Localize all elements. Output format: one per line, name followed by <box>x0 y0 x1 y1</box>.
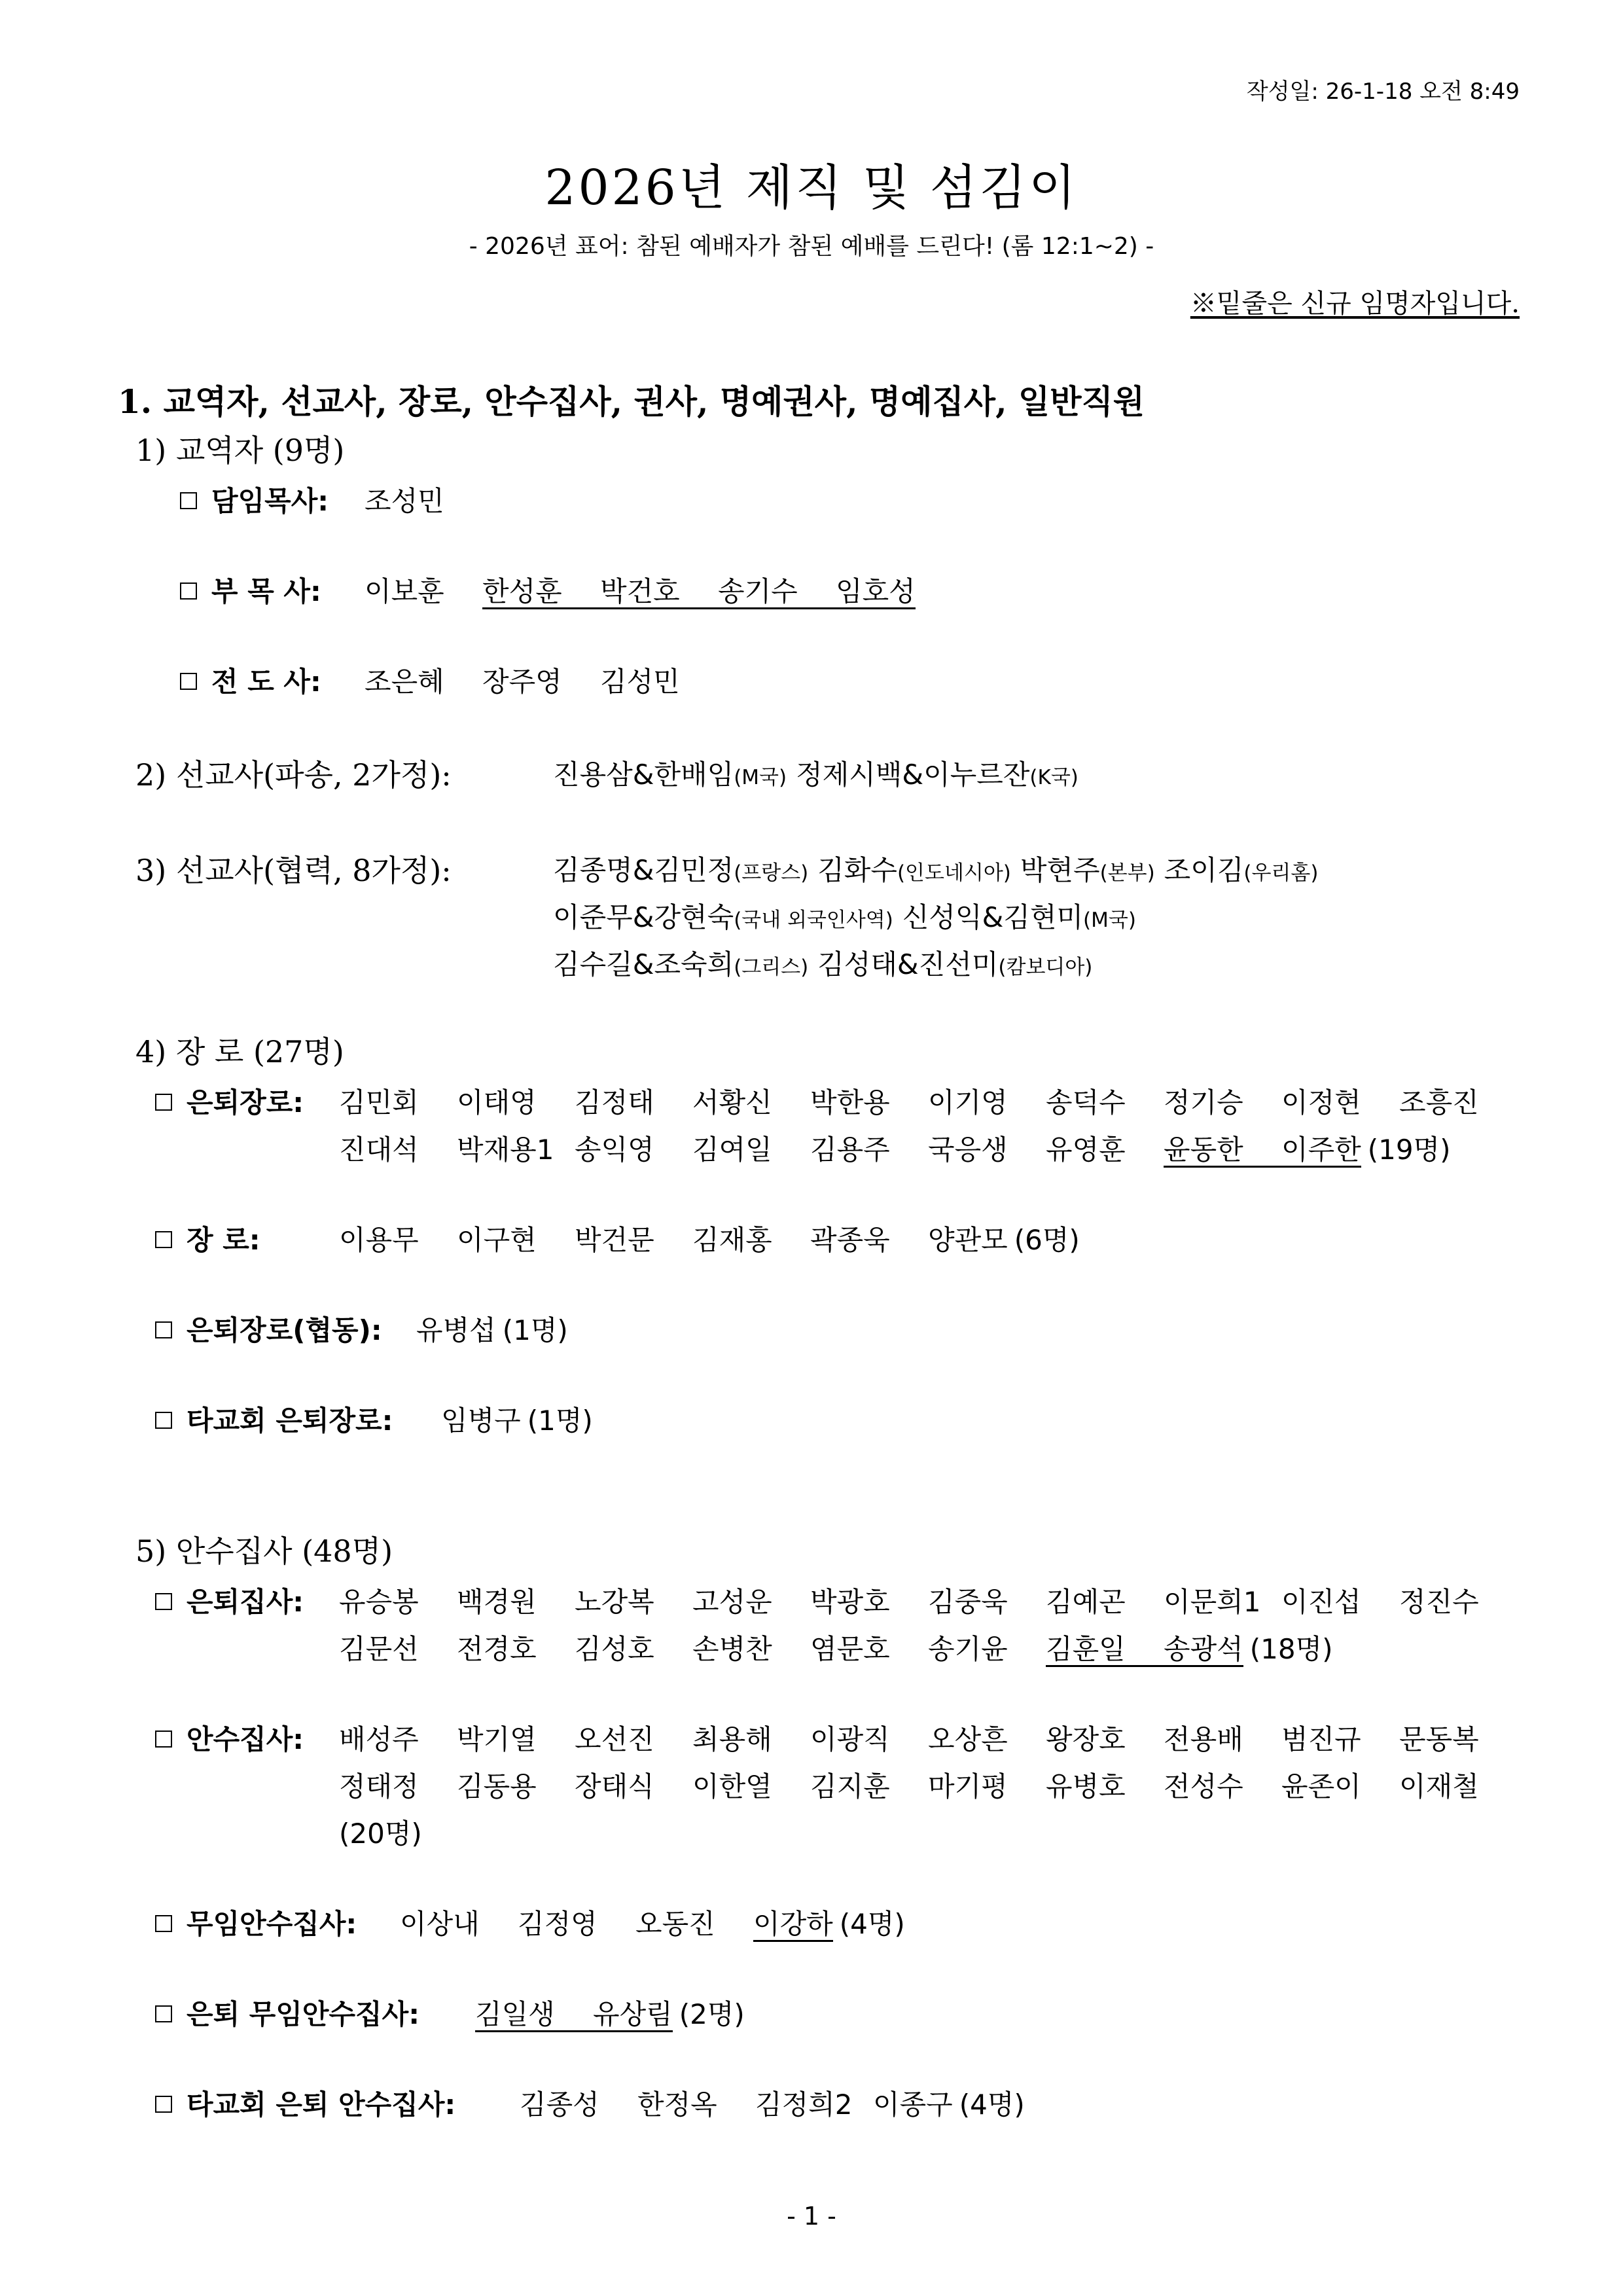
person-name: 김정영 <box>518 1908 597 1940</box>
person-name: 이강하 <box>753 1908 833 1940</box>
row-label-text: 무임안수집사: <box>187 1908 357 1940</box>
person-name: 정태정 <box>339 1770 419 1803</box>
person-name: 노강복 <box>575 1586 654 1618</box>
person-name: 김지훈 <box>810 1770 890 1803</box>
checkbox-square-icon <box>155 2096 172 2113</box>
row-label-text: 타교회 은퇴 안수집사: <box>187 2089 456 2121</box>
member-count: (1명) <box>502 1314 568 1346</box>
row-label <box>155 1307 382 1354</box>
person-name: 유영훈 <box>1046 1134 1126 1166</box>
person-name: 이주한 <box>1281 1134 1361 1166</box>
person-name: 박건문 <box>575 1224 654 1256</box>
row-label <box>155 1079 304 1126</box>
subsection-heading: 5) 안수집사 (48명) <box>135 1534 393 1569</box>
person-name: 박재용1 <box>457 1134 554 1166</box>
missionary-location: (프랑스) <box>734 861 809 885</box>
person-name: 서황신 <box>692 1086 772 1119</box>
missionary-location: (M국) <box>734 766 787 789</box>
person-name: 이문희1 <box>1164 1586 1261 1618</box>
person-name: 국응생 <box>928 1134 1008 1166</box>
person-name: 정기승 <box>1164 1086 1243 1119</box>
person-name: 송광석 <box>1164 1633 1243 1665</box>
person-name: 진대석 <box>339 1134 419 1166</box>
missionary-name: 김종명&김민정 <box>553 854 734 886</box>
person-name: 김여일 <box>692 1134 772 1166</box>
missionary-name: 박현주 <box>1020 854 1100 886</box>
person-name: 유상림 <box>593 1998 673 2030</box>
row-label <box>155 1397 393 1444</box>
names <box>339 1810 422 1857</box>
person-name: 송익영 <box>575 1134 654 1166</box>
names <box>339 1079 1479 1126</box>
checkbox-square-icon <box>155 1231 172 1248</box>
person-name: 이광직 <box>810 1723 890 1755</box>
person-name: 윤존이 <box>1281 1770 1361 1803</box>
missionary-name: 김수길&조숙희 <box>553 948 734 980</box>
missionary <box>817 948 1092 980</box>
checkbox-square-icon <box>155 1412 172 1429</box>
names <box>520 2081 1025 2128</box>
row-label-text: 은퇴장로(협동): <box>187 1314 382 1346</box>
member-count: (4명) <box>959 2089 1025 2121</box>
person-name: 손병찬 <box>692 1633 772 1665</box>
document-subtitle: - 2026년 표어: 참된 예배자가 참된 예배를 드린다! (롬 12:1~2) - <box>469 233 1154 260</box>
names <box>365 568 916 615</box>
person-name: 이정현 <box>1281 1086 1361 1119</box>
member-count: (4명) <box>839 1908 905 1940</box>
person-name: 배성주 <box>339 1723 419 1755</box>
missionary-location: (본부) <box>1099 861 1155 885</box>
missionary-location: (우리홈) <box>1243 861 1319 885</box>
person-name: 한성훈 <box>482 575 562 607</box>
person-name: 박건호 <box>600 575 680 607</box>
missionary-location: (그리스) <box>734 956 809 979</box>
created-timestamp: 작성일: 26-1-18 오전 8:49 <box>1246 79 1520 105</box>
person-name: 조성민 <box>365 485 444 517</box>
person-name: 김재홍 <box>692 1224 772 1256</box>
person-name: 이진섭 <box>1281 1586 1361 1618</box>
person-name: 한정옥 <box>637 2089 717 2121</box>
person-name: 장주영 <box>482 666 562 698</box>
missionary-name: 김화수 <box>817 854 897 886</box>
person-name: 김일생 <box>475 1998 555 2030</box>
subsection-heading: 3) 선교사(협력, 8가정): <box>135 853 452 888</box>
row-label-text: 은퇴장로: <box>187 1086 304 1119</box>
missionary-name: 조이김 <box>1164 854 1244 886</box>
person-name: 김문선 <box>339 1633 419 1665</box>
member-count: (19명) <box>1367 1134 1451 1166</box>
member-count: (1명) <box>527 1405 593 1437</box>
missionary-name: 김성태&진선미 <box>817 948 999 980</box>
person-name: 이보훈 <box>365 575 444 607</box>
person-name: 오상흔 <box>928 1723 1008 1755</box>
checkbox-square-icon <box>155 1094 172 1111</box>
missionary-name: 정제시백&이누르잔 <box>796 759 1030 791</box>
row-label <box>180 478 329 525</box>
person-name: 김성호 <box>575 1633 654 1665</box>
section-heading: 1. 교역자, 선교사, 장로, 안수집사, 권사, 명예권사, 명예집사, 일반직원 <box>118 382 1145 421</box>
person-name: 오동진 <box>635 1908 715 1940</box>
person-name: 오선진 <box>575 1723 654 1755</box>
new-appointee-underline <box>1046 1633 1243 1667</box>
checkbox-square-icon <box>155 1593 172 1610</box>
new-appointee-underline <box>753 1908 833 1942</box>
missionary-line <box>553 894 1145 941</box>
new-appointee-underline <box>475 1998 673 2032</box>
member-count: (6명) <box>1014 1224 1080 1256</box>
missionary <box>553 759 787 791</box>
checkbox-square-icon <box>180 583 197 600</box>
row-label-text: 부 목 사: <box>211 575 321 607</box>
row-label-text: 안수집사: <box>187 1723 304 1755</box>
person-name: 장태식 <box>575 1770 654 1803</box>
person-name: 송기수 <box>718 575 798 607</box>
row-label <box>180 568 321 615</box>
checkbox-square-icon <box>155 1915 172 1932</box>
missionary <box>553 948 808 980</box>
row-label-text: 장 로: <box>187 1224 260 1256</box>
person-name: 유병호 <box>1046 1770 1126 1803</box>
person-name: 유승봉 <box>339 1586 419 1618</box>
checkbox-square-icon <box>155 2005 172 2022</box>
person-name: 전용배 <box>1164 1723 1243 1755</box>
missionary-location: (K국) <box>1029 766 1079 789</box>
person-name: 송덕수 <box>1046 1086 1126 1119</box>
missionary <box>1020 854 1155 886</box>
checkbox-square-icon <box>180 492 197 509</box>
missionary <box>796 759 1079 791</box>
person-name: 송기윤 <box>928 1633 1008 1665</box>
person-name: 이구현 <box>457 1224 537 1256</box>
document-title: 2026년 제직 및 섬김이 <box>544 160 1079 216</box>
names <box>339 1126 1451 1174</box>
person-name: 이상내 <box>400 1908 480 1940</box>
names <box>365 658 680 706</box>
person-name: 김중욱 <box>928 1586 1008 1618</box>
person-name: 이종구 <box>873 2089 953 2121</box>
row-label-text: 타교회 은퇴장로: <box>187 1405 393 1437</box>
row-label <box>155 1217 260 1264</box>
person-name: 이기영 <box>928 1086 1008 1119</box>
person-name: 양관모 <box>928 1224 1008 1256</box>
subsection-heading: 2) 선교사(파송, 2가정): <box>135 757 452 793</box>
missionary <box>553 854 808 886</box>
missionary-line <box>553 847 1327 894</box>
person-name: 박한용 <box>810 1086 890 1119</box>
names <box>400 1901 905 1948</box>
underline-note: ※밑줄은 신규 임명자입니다. <box>1190 289 1520 319</box>
missionary <box>1164 854 1319 886</box>
names <box>416 1307 568 1354</box>
person-name: 전경호 <box>457 1633 537 1665</box>
row-label <box>155 2081 455 2128</box>
subsection-heading: 1) 교역자 (9명) <box>135 433 345 468</box>
person-name: 김훈일 <box>1046 1633 1126 1665</box>
subsection-heading: 4) 장 로 (27명) <box>135 1034 344 1069</box>
row-label <box>155 1716 304 1763</box>
person-name: 김예곤 <box>1046 1586 1126 1618</box>
new-appointee-underline <box>1164 1134 1361 1168</box>
member-count: (2명) <box>679 1998 745 2030</box>
missionary <box>817 854 1011 886</box>
row-label <box>155 1579 304 1626</box>
person-name: 문동복 <box>1399 1723 1479 1755</box>
row-label <box>155 1901 357 1948</box>
names <box>339 1763 1479 1810</box>
new-appointee-underline <box>482 575 916 609</box>
missionary-location: (캄보디아) <box>998 956 1093 979</box>
person-name: 최용해 <box>692 1723 772 1755</box>
person-name: 정진수 <box>1399 1586 1479 1618</box>
names <box>339 1579 1479 1626</box>
missionary <box>902 901 1136 933</box>
person-name: 왕장호 <box>1046 1723 1126 1755</box>
person-name: 이태영 <box>457 1086 537 1119</box>
names <box>339 1626 1333 1673</box>
person-name: 김민회 <box>339 1086 419 1119</box>
member-count: (18명) <box>1249 1633 1333 1665</box>
names <box>441 1397 593 1444</box>
row-label <box>180 658 321 706</box>
row-label-text: 은퇴집사: <box>187 1586 304 1618</box>
checkbox-square-icon <box>180 673 197 690</box>
names <box>475 1991 745 2038</box>
person-name: 이재철 <box>1399 1770 1479 1803</box>
page-number: - 1 - <box>787 2202 836 2231</box>
row-label-text: 담임목사: <box>211 485 329 517</box>
person-name: 이용무 <box>339 1224 419 1256</box>
checkbox-square-icon <box>155 1731 172 1748</box>
person-name: 고성운 <box>692 1586 772 1618</box>
member-count: (20명) <box>339 1818 422 1850</box>
person-name: 범진규 <box>1281 1723 1361 1755</box>
person-name: 임병구 <box>441 1405 521 1437</box>
checkbox-square-icon <box>155 1321 172 1338</box>
person-name: 조은혜 <box>365 666 444 698</box>
row-label-text: 전 도 사: <box>211 666 321 698</box>
row-label <box>155 1991 419 2038</box>
missionary <box>553 901 893 933</box>
missionary-name: 진용삼&한배임 <box>553 759 734 791</box>
person-name: 김종성 <box>520 2089 599 2121</box>
missionary-location: (국내 외국인사역) <box>734 908 893 932</box>
person-name: 유병섭 <box>416 1314 496 1346</box>
person-name: 김정희2 <box>755 2089 853 2121</box>
person-name: 박기열 <box>457 1723 537 1755</box>
names <box>339 1716 1479 1763</box>
person-name: 염문호 <box>810 1633 890 1665</box>
names <box>339 1217 1080 1264</box>
person-name: 김정태 <box>575 1086 654 1119</box>
missionary-name: 이준무&강현숙 <box>553 901 734 933</box>
person-name: 마기평 <box>928 1770 1008 1803</box>
person-name: 박광호 <box>810 1586 890 1618</box>
person-name: 백경원 <box>457 1586 537 1618</box>
names <box>365 478 444 525</box>
missionary-line <box>553 751 1088 798</box>
person-name: 이한열 <box>692 1770 772 1803</box>
person-name: 윤동한 <box>1164 1134 1243 1166</box>
person-name: 김동용 <box>457 1770 537 1803</box>
missionary-location: (M국) <box>1083 908 1136 932</box>
person-name: 김성민 <box>600 666 680 698</box>
row-label-text: 은퇴 무임안수집사: <box>187 1998 419 2030</box>
missionary-line <box>553 941 1101 988</box>
person-name: 곽종욱 <box>810 1224 890 1256</box>
person-name: 임호성 <box>836 575 916 607</box>
person-name: 조흥진 <box>1399 1086 1479 1119</box>
person-name: 전성수 <box>1164 1770 1243 1803</box>
person-name: 김용주 <box>810 1134 890 1166</box>
missionary-location: (인도네시아) <box>897 861 1011 885</box>
missionary-name: 신성익&김현미 <box>902 901 1084 933</box>
